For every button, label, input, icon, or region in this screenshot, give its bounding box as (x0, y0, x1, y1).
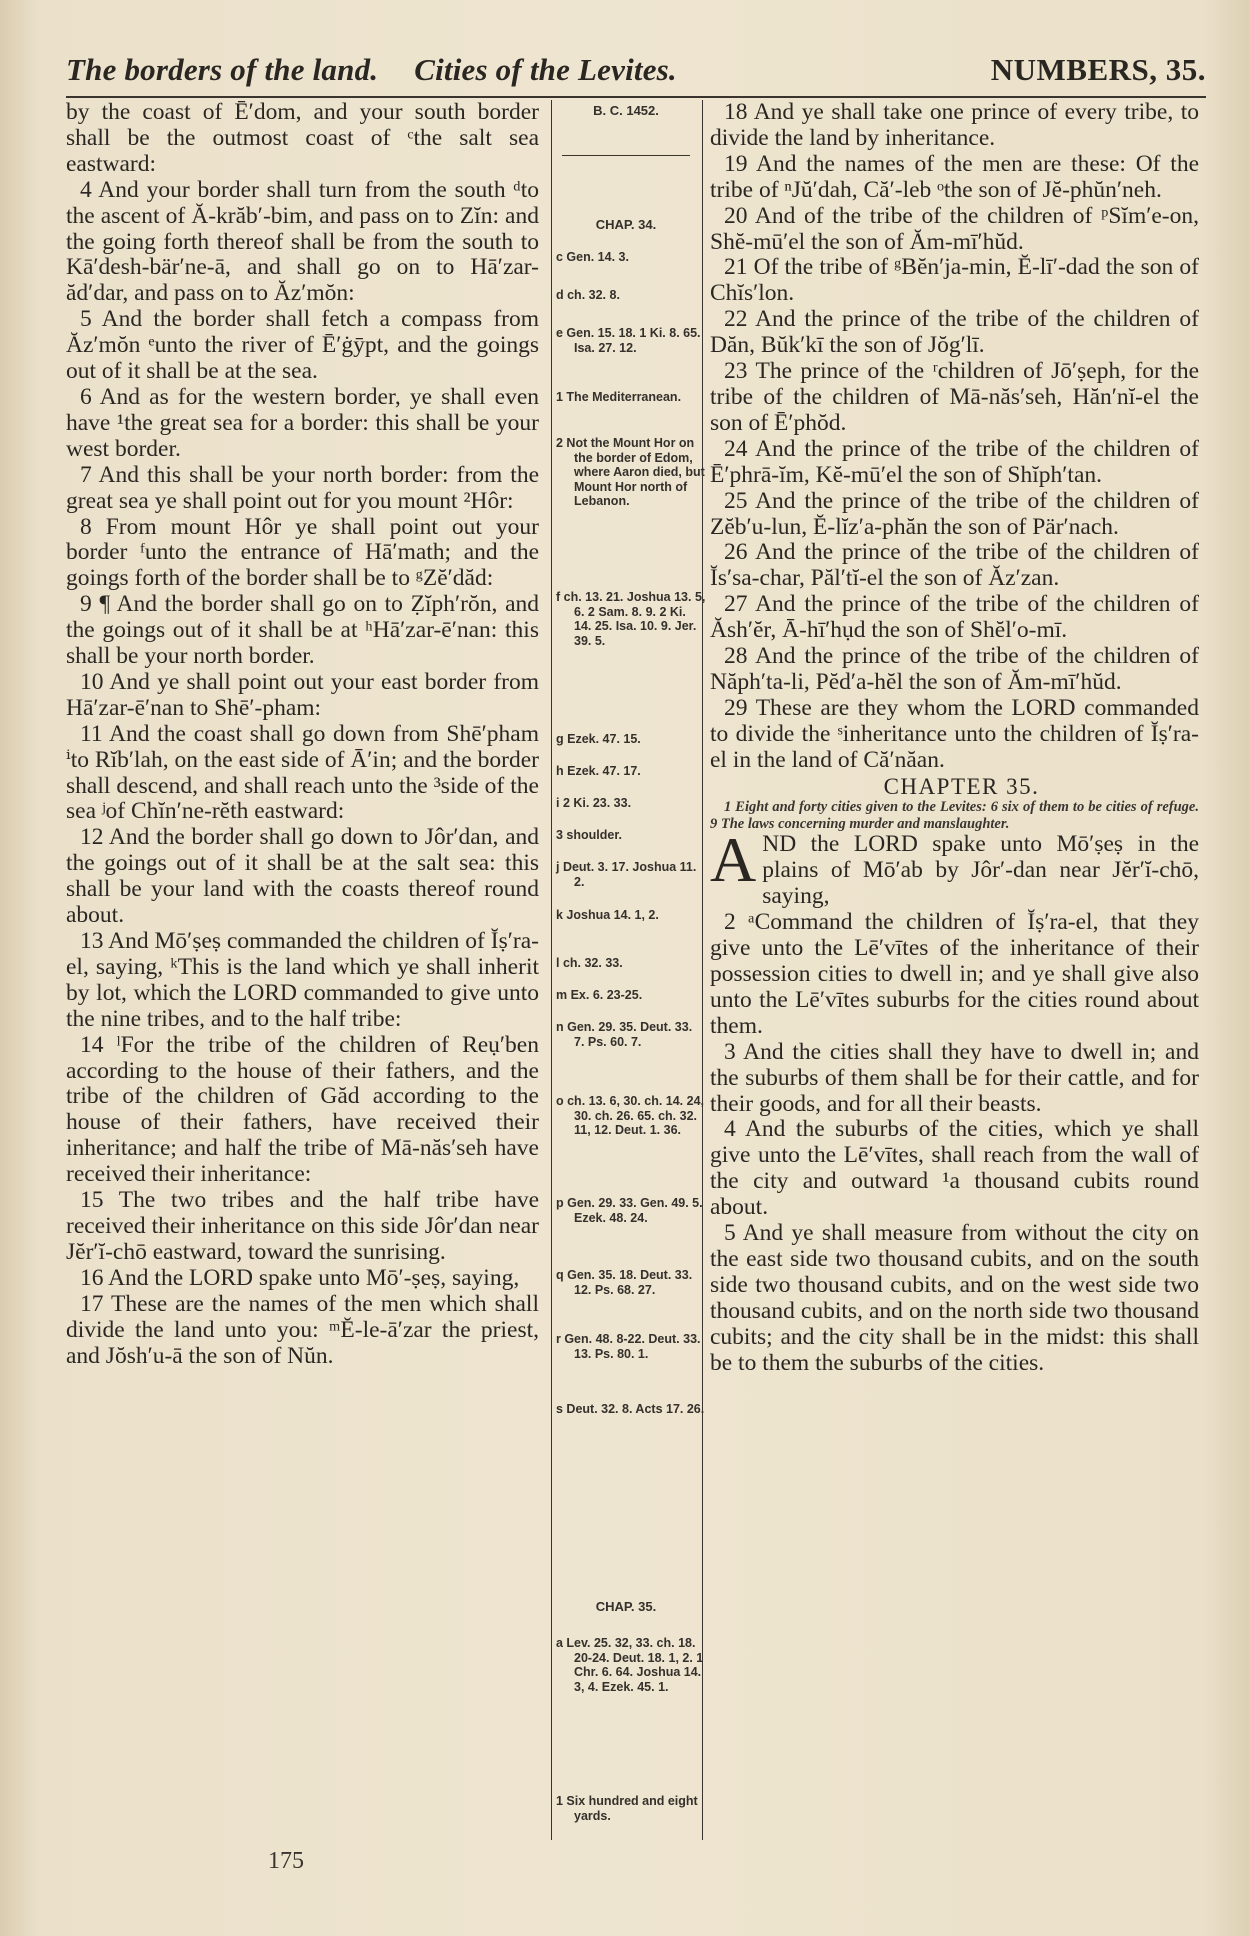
margin-note: 3 shoulder. (556, 828, 622, 842)
verse-paragraph: 15 The two tribes and the half tribe have received their inheritance on this side Jôr′dan near Jĕr′ĭ-chō eastward, toward the sunrising. (66, 1187, 539, 1265)
margin-note: h Ezek. 47. 17. (556, 764, 641, 778)
verse-paragraph: 17 These are the names of the men which shall divide the land unto you: ᵐĔ-le-ā′zar the priest, and Jŏsh′u-ā the son of Nŭn. (66, 1290, 539, 1369)
margin-note: 1 The Mediterranean. (556, 390, 682, 404)
margin-note: q Gen. 35. 18. Deut. 33. 12. Ps. 68. 27. (556, 1268, 693, 1297)
chapter-opening-verse (710, 824, 1199, 910)
chapter-heading: CHAPTER 35. (883, 773, 1040, 799)
verse-paragraph: 9 ¶ And the border shall go on to Ẓĭph′rŏn, and the goings out of it shall be at ʰHā′zar-ē′nan: this shall be your north border. (66, 591, 539, 670)
margin-divider (562, 155, 690, 156)
right-column (710, 100, 1199, 1377)
verse-paragraph: 12 And the border shall go down to Jôr′dan, and the goings out of it shall be at the salt sea: this shall be your land with the coasts thereof round about. (66, 824, 539, 929)
verse-paragraph: 13 And Mō′ṣeṣ commanded the children of Ĭṣ′ra-el, saying, ᵏThis is the land which ye shall inherit by lot, which the LORD commanded to give unto the nine tribes, and to the half tribe: (66, 928, 539, 1032)
margin-note: m Ex. 6. 23-25. (556, 988, 643, 1002)
header-book-chapter: NUMBERS, 35. (990, 52, 1206, 87)
margin-note: k Joshua 14. 1, 2. (556, 908, 659, 922)
verse-paragraph: 8 From mount Hôr ye shall point out your border ᶠunto the entrance of Hā′math; and the goings forth of the border shall be to ᵍZĕ′dăd: (66, 513, 539, 592)
verse-paragraph: 27 And the prince of the tribe of the children of Ăsh′ĕr, Ā-hī′hụd the son of Shĕl′o-mī. (710, 591, 1199, 644)
verse-paragraph: 5 And ye shall measure from without the city on the east side two thousand cubits, and on the south side two thousand cubits, and on the west side two thousand cubits, and on the north side two thousand cubits; and the city shall be in the midst: this shall be to them the suburbs of the cities. (710, 1220, 1199, 1376)
verse-paragraph: 16 And the LORD spake unto Mō′-ṣeṣ, saying, (80, 1264, 520, 1291)
margin-note: g Ezek. 47. 15. (556, 732, 641, 746)
running-header (66, 50, 1206, 98)
margin-note: i 2 Ki. 23. 33. (556, 796, 632, 810)
margin-note: r Gen. 48. 8-22. Deut. 33. 13. Ps. 80. 1. (556, 1332, 701, 1361)
margin-note: a Lev. 25. 32, 33. ch. 18. 20-24. Deut. 18. 1, 2. 1 Chr. 6. 64. Joshua 14. 3, 4. Ezek. 45. 1. (556, 1636, 704, 1694)
verse-paragraph: 2 ᵃCommand the children of Ĭṣ′ra-el, that they give unto the Lē′vītes of the inheritance of their possession cities to dwell in; and ye shall give also unto the Lē′vītes suburbs for the cities round about them. (710, 909, 1199, 1039)
verse-paragraph: 14 ˡFor the tribe of the children of Reụ′ben according to the house of their fathers, and the tribe of the children of Găd according to the house of their fathers, have received their inheritance; and half the tribe of Mā-năs′seh have received their inheritance: (66, 1031, 539, 1188)
verse-paragraph: 6 And as for the western border, ye shall even have ¹the great sea for a border: this shall be your west border. (66, 383, 539, 462)
verse-paragraph: by the coast of Ē′dom, and your south border shall be the outmost coast of ᶜthe salt sea eastward: (66, 99, 539, 177)
header-title-borders: The borders of the land. (66, 52, 379, 87)
verse-paragraph: 5 And the border shall fetch a compass from Ăz′mŏn ᵉunto the river of Ē′ġȳpt, and the goings out of it shall be at the sea. (66, 306, 539, 385)
margin-note: f ch. 13. 21. Joshua 13. 5, 6. 2 Sam. 8. 9. 2 Ki. 14. 25. Isa. 10. 9. Jer. 39. 5. (556, 590, 706, 648)
verse-paragraph: 4 And your border shall turn from the south ᵈto the ascent of Ă-krăb′-bim, and pass on to Zĭn: and the going forth thereof shall be from the south to Kā′desh-bär′ne-ā, and shall go on to Hā′zar-ăd′dar, and pass on to Ăz′mŏn: (66, 176, 539, 307)
verse-paragraph: 29 These are they whom the LORD commanded to divide the ˢinheritance unto the children of Ĭṣ′ra-el in the land of Că′năan. (710, 694, 1199, 773)
verse-paragraph: 4 And the suburbs of the cities, which ye shall give unto the Lē′vītes, shall reach from the wall of the city and outward ¹a thousand cubits round about. (710, 1116, 1199, 1221)
header-left-titles (66, 52, 705, 88)
margin-note: s Deut. 32. 8. Acts 17. 26. (556, 1402, 705, 1416)
verse-paragraph: 7 And this shall be your north border: from the great sea ye shall point out for you mount ²Hôr: (66, 461, 539, 514)
margin-note: j Deut. 3. 17. Joshua 11. 2. (556, 860, 697, 889)
verse-paragraph: 21 Of the tribe of ᵍBĕn′ja-min, Ĕ-lī′-dad the son of Chĭs′lon. (710, 254, 1199, 307)
margin-references (556, 100, 706, 1823)
verse-paragraph: 23 The prince of the ʳchildren of Jō′ṣeph, for the tribe of the children of Mā-năs′seh, Hăn′nĭ-el the son of Ē′phŏd. (710, 358, 1199, 436)
verse-paragraph: 24 And the prince of the tribe of the children of Ē′phrā-ĭm, Kĕ-mū′el the son of Shĭph′tan. (710, 435, 1199, 488)
margin-note: n Gen. 29. 35. Deut. 33. 7. Ps. 60. 7. (556, 1020, 693, 1049)
verse-paragraph: 20 And of the tribe of the children of ᵖSĭm′e-on, Shĕ-mū′el the son of Ăm-mī′hŭd. (710, 202, 1199, 255)
margin-note: c Gen. 14. 3. (556, 250, 629, 264)
margin-note: d ch. 32. 8. (556, 288, 620, 302)
verse-paragraph: 3 And the cities shall they have to dwell in; and the suburbs of them shall be for their cattle, and for their goods, and for all their beasts. (710, 1038, 1199, 1117)
verse-paragraph: 11 And the coast shall go down from Shē′pham ⁱto Rĭb′lah, on the east side of Ā′in; and the border shall descend, and shall reach unto the ³side of the sea ʲof Chĭn′ne-rĕth eastward: (66, 720, 539, 825)
verse-1-text: ND the LORD spake unto Mō′ṣeṣ in the plains of Mō′ab by Jôr′-dan near Jĕr′ĭ-chō, saying, (762, 831, 1199, 910)
margin-note: l ch. 32. 33. (556, 956, 623, 970)
left-column (66, 100, 539, 1369)
margin-note: 1 Six hundred and eight yards. (556, 1794, 698, 1823)
verse-paragraph: 18 And ye shall take one prince of every tribe, to divide the land by inheritance. (710, 99, 1199, 151)
margin-date: B. C. 1452. (593, 103, 659, 118)
verse-paragraph: 19 And the names of the men are these: Of the tribe of ⁿJŭ′dah, Că′-leb ᵒthe son of Jĕ-phŭn′neh. (710, 150, 1199, 203)
page-number: 175 (268, 1848, 304, 1874)
column-rule-left (551, 100, 552, 1840)
verse-paragraph: 10 And ye shall point out your east border from Hā′zar-ē′nan to Shē′-pham: (66, 668, 539, 721)
verse-paragraph: 28 And the prince of the tribe of the children of Năph′ta-li, Pĕd′a-hĕl the son of Ăm-mī′hŭd. (710, 643, 1199, 695)
margin-note: 2 Not the Mount Hor on the border of Edom, where Aaron died, but Mount Hor north of Lebanon. (556, 436, 705, 508)
margin-note: e Gen. 15. 18. 1 Ki. 8. 65. Isa. 27. 12. (556, 326, 701, 355)
drop-cap: A (710, 824, 757, 896)
chapter-summary: 1 Eight and forty cities given to the Levites: 6 six of them to be cities of refuge. 9 The laws concerning murder and manslaughter. (710, 799, 1199, 832)
margin-note: o ch. 13. 6, 30. ch. 14. 24, 30. ch. 26. 65. ch. 32. 11, 12. Deut. 1. 36. (556, 1094, 704, 1137)
margin-chapter-34: CHAP. 34. (595, 217, 657, 232)
margin-chapter-35: CHAP. 35. (595, 1599, 657, 1614)
margin-note: p Gen. 29. 33. Gen. 49. 5. Ezek. 48. 24. (556, 1196, 703, 1225)
verse-paragraph: 22 And the prince of the tribe of the children of Dăn, Bŭk′kī the son of Jŏg′lī. (710, 306, 1199, 359)
header-title-cities: Cities of the Levites. (414, 52, 677, 87)
verse-paragraph: 25 And the prince of the tribe of the children of Zĕb′u-lun, Ĕ-lĭz′a-phăn the son of Pär′nach. (710, 487, 1199, 540)
verse-paragraph: 26 And the prince of the tribe of the children of Ĭs′sa-char, Păl′tĭ-el the son of Ăz′zan. (710, 539, 1199, 592)
